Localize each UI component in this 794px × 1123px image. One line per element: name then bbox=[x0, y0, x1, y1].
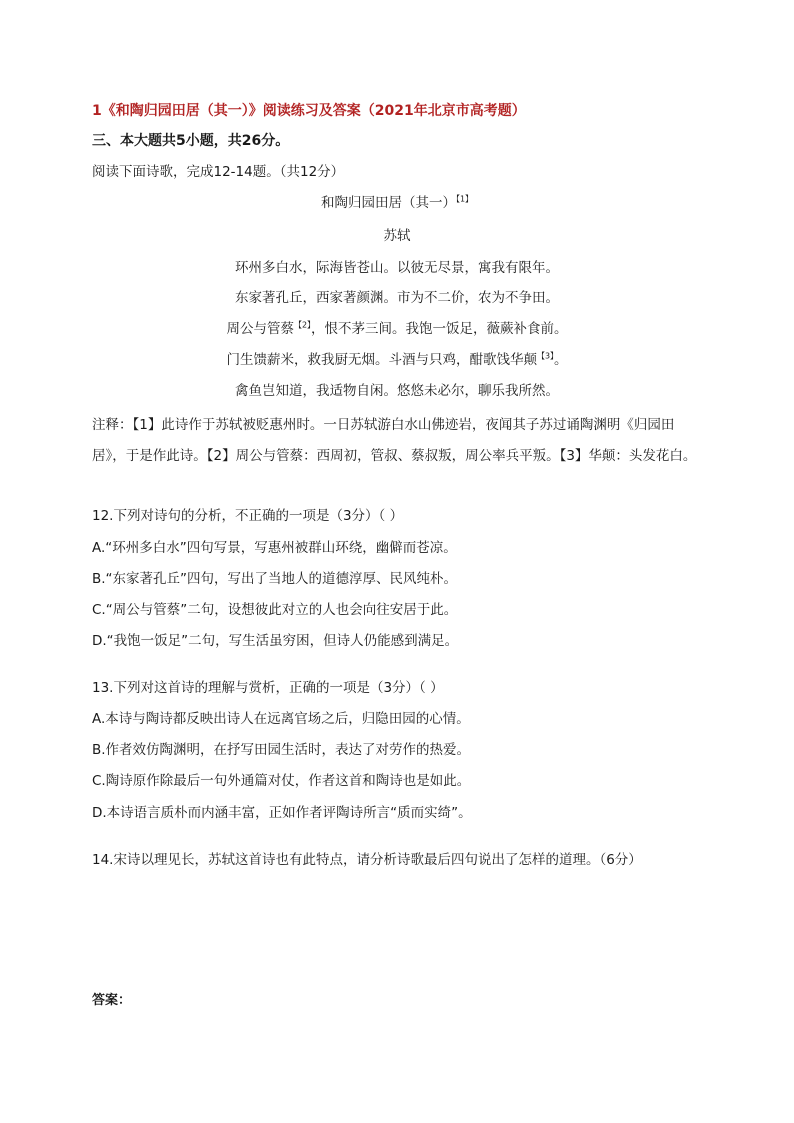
poem-title: 和陶归园田居（其一）$^{【1】}$ bbox=[320, 194, 474, 211]
answer-option: D.本诗语言质朴而内涵丰富，正如作者评陶诗所言“质而实绮”。 bbox=[92, 805, 472, 821]
annotations: 注释：【1】此诗作于苏轼被贬惠州时。一日苏轼游白水山佛迹岩，夜闻其子苏过诵陶渊明《归园田居》，于是作此诗。【2】周公与管蔡：西周初，管叔、蔡叔叛，周公率兵平叛。【3】华颠：头发花白。 bbox=[92, 417, 697, 464]
poem-line: 周公与管蔡$^{【2】}$，恨不茅三间。我饱一饭足，薇蕨补食前。 bbox=[226, 320, 568, 337]
answer-option: C.陶诗原作除最后一句外通篇对仗，作者这首和陶诗也是如此。 bbox=[92, 773, 471, 789]
question-stem: 12.下列对诗句的分析，不正确的一项是（3分）（ ） bbox=[92, 508, 404, 524]
poem-line: 禽鱼岂知道，我适物自闲。悠悠未必尔，聊乐我所然。 bbox=[235, 383, 559, 399]
instructions: 阅读下面诗歌，完成12-14题。（共12分） bbox=[92, 164, 345, 180]
answer-option: B.“东家著孔丘”四句，写出了当地人的道德淳厚、民风纯朴。 bbox=[92, 571, 458, 587]
answer-option: A.“环州多白水”四句写景，写惠州被群山环绕，幽僻而苍凉。 bbox=[92, 540, 457, 556]
answer-option: B.作者效仿陶渊明，在抒写田园生活时，表达了对劳作的热爱。 bbox=[92, 742, 471, 758]
answer-option: D.“我饱一饭足”二句，写生活虽穷困，但诗人仍能感到满足。 bbox=[92, 633, 459, 649]
note-mark: 【1】 bbox=[455, 194, 474, 204]
poem-line: 环州多白水，际海皆苍山。以彼无尽景，寓我有限年。 bbox=[235, 260, 559, 276]
poem-author: 苏轼 bbox=[383, 228, 411, 244]
section-heading: 三、本大题共5小题，共26分。 bbox=[92, 133, 290, 149]
document-title: 1《和陶归园田居（其一）》阅读练习及答案（2021年北京市高考题） bbox=[92, 103, 526, 119]
note-mark: 【2】 bbox=[293, 320, 312, 330]
poem-line: 东家著孔丘，西家著颜渊。市为不二价，农为不争田。 bbox=[235, 290, 559, 306]
note-mark: 【3】 bbox=[536, 351, 555, 361]
answer-option: A.本诗与陶诗都反映出诗人在远离官场之后，归隐田园的心情。 bbox=[92, 711, 470, 727]
question-stem: 14.宋诗以理见长，苏轼这首诗也有此特点，请分析诗歌最后四句说出了怎样的道理。（6分） bbox=[92, 852, 642, 868]
question-stem: 13.下列对这首诗的理解与赏析，正确的一项是（3分）（ ） bbox=[92, 680, 444, 696]
answer-label: 答案： bbox=[92, 993, 132, 1008]
poem-line: 门生馈薪米，救我厨无烟。斗酒与只鸡，酣歌饯华颠$^{【3】}$。 bbox=[226, 351, 568, 368]
answer-option: C.“周公与管蔡”二句，设想彼此对立的人也会向往安居于此。 bbox=[92, 602, 458, 618]
